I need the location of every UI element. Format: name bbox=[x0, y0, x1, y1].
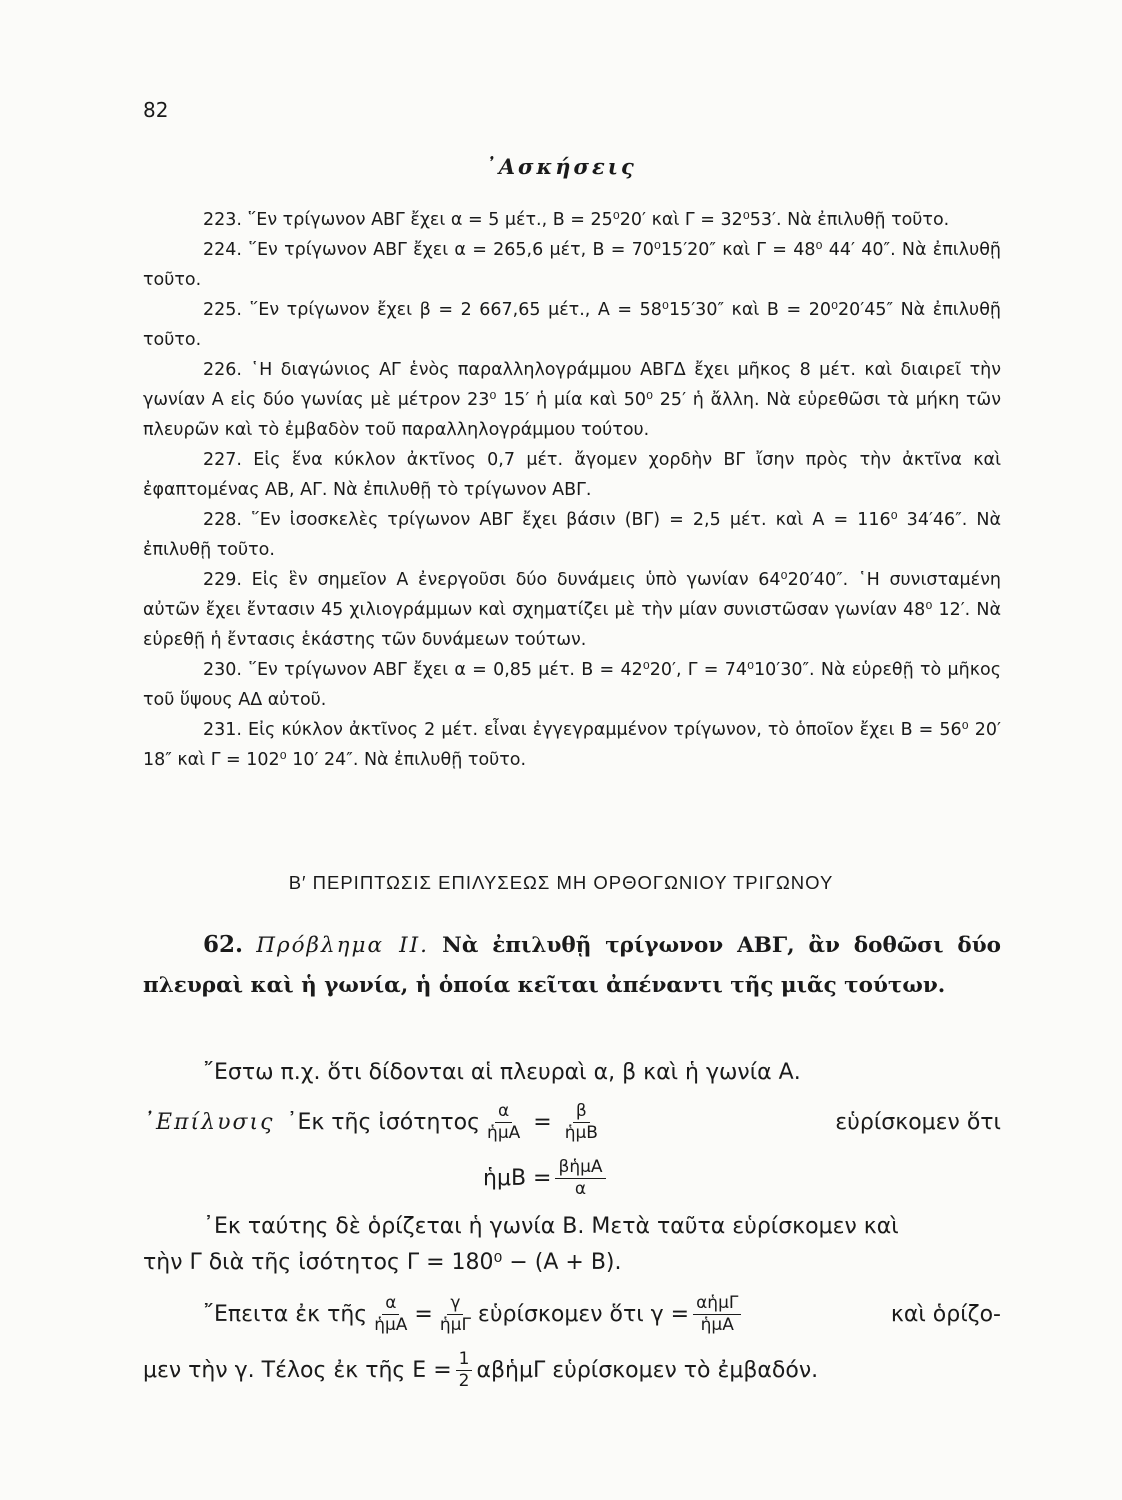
equals-sign: = bbox=[533, 1110, 552, 1135]
solution-text: ᾽Εκ τῆς ἰσότητος bbox=[286, 1110, 481, 1135]
fraction-a-over-sinA: $\frac{\alpha}{\text{ἡμΑ}}$ bbox=[487, 1101, 521, 1143]
fraction-bsinA-over-a: $\frac{\text{βἡμΑ}}{\alpha}$ bbox=[555, 1158, 605, 1199]
section-heading: ᾽Ασκήσεις bbox=[485, 154, 637, 179]
exercise-231: 231. Εἰς κύκλον ἀκτῖνος 2 μέτ. εἶναι ἐγγεγραμμένον τρίγωνον, τὸ ὁποῖον ἔχει Β = 56⁰ 20′ 18″ καὶ Γ = 102⁰ 10′ 24″. Νὰ ἐπιλυθῇ τοῦτο. bbox=[143, 720, 1001, 770]
body-line-b2: τὴν Γ διὰ τῆς ἰσότητος Γ = 180⁰ − (Α + Β). bbox=[143, 1250, 622, 1275]
equation-lhs: ἡμΒ = bbox=[483, 1166, 552, 1191]
problem-number: 62. bbox=[203, 931, 244, 958]
exercise-229: 229. Εἰς ἓν σημεῖον Α ἐνεργοῦσι δύο δυνάμεις ὑπὸ γωνίαν 64⁰20′40″. ῾Η συνισταμένη αὐτῶν ἔχει ἔντασιν 45 χιλιογράμμων καὶ σχηματίζει μὲ τὴν μίαν συνιστῶσαν γωνίαν 48⁰ 12′. Νὰ εὑρεθῇ ἡ ἔντασις ἑκάστης τῶν δυνάμεων τούτων. bbox=[143, 570, 1001, 650]
problem-statement: Νὰ ἐπιλυθῇ τρίγωνον ΑΒΓ, ἂν δοθῶσι δύο πλευραὶ καὶ ἡ γωνία, ἡ ὁποία κεῖται ἀπέναντι τῆς μιᾶς τούτων. bbox=[143, 933, 1001, 998]
solution-line bbox=[143, 1102, 1001, 1143]
body-line-d bbox=[143, 1350, 1001, 1391]
problem-label: Πρόβλημα ΙΙ. bbox=[256, 933, 429, 958]
we-find-text: εὑρίσκομεν ὅτι bbox=[835, 1110, 1001, 1135]
exercise-list bbox=[143, 205, 1001, 775]
exercise-228: 228. ῞Εν ἰσοσκελὲς τρίγωνον ΑΒΓ ἔχει βάσιν (ΒΓ) = 2,5 μέτ. καὶ Α = 116⁰ 34′46″. Νὰ ἐπιλυθῇ τοῦτο. bbox=[143, 510, 1001, 560]
find-c-text: εὑρίσκομεν ὅτι γ = bbox=[477, 1302, 690, 1327]
subsection-heading: Β′ ΠΕΡΙΠΤΩΣΙΣ ΕΠΙΛΥΣΕΩΣ ΜΗ ΟΡΘΟΓΩΝΙΟΥ ΤΡΙΓΩΝΟΥ bbox=[288, 872, 834, 893]
solution-label: ᾽Επίλυσις bbox=[143, 1110, 275, 1135]
problem-62 bbox=[143, 925, 1001, 1006]
exercise-230: 230. ῞Εν τρίγωνον ΑΒΓ ἔχει α = 0,85 μέτ. Β = 42⁰20′, Γ = 74⁰10′30″. Νὰ εὑρεθῇ τὸ μῆκος τοῦ ὕψους ΑΔ αὐτοῦ. bbox=[143, 660, 1001, 710]
fraction-one-half: $\frac{1}{2}$ bbox=[456, 1350, 473, 1391]
finally-text: μεν τὴν γ. Τέλος ἐκ τῆς Ε = bbox=[143, 1358, 452, 1383]
body-line-b1: ᾽Εκ ταύτης δὲ ὁρίζεται ἡ γωνία Β. Μετὰ ταῦτα εὑρίσκομεν καὶ bbox=[203, 1214, 899, 1239]
and-define-text: καὶ ὁρίζο- bbox=[890, 1302, 1001, 1327]
exercise-223: 223. ῞Εν τρίγωνον ΑΒΓ ἔχει α = 5 μέτ., Β = 25⁰20′ καὶ Γ = 32⁰53′. Νὰ ἐπιλυθῇ τοῦτο. bbox=[203, 210, 950, 230]
area-text: αβἡμΓ εὑρίσκομεν τὸ ἐμβαδόν. bbox=[476, 1358, 819, 1383]
fraction-a-over-sinA-2: $\frac{\alpha}{\text{ἡμΑ}}$ bbox=[374, 1293, 408, 1335]
fraction-b-over-sinB: $\frac{\beta}{\text{ἡμΒ}}$ bbox=[564, 1101, 598, 1143]
exercise-227: 227. Εἰς ἕνα κύκλον ἀκτῖνος 0,7 μέτ. ἄγομεν χορδὴν ΒΓ ἴσην πρὸς τὴν ἀκτῖνα καὶ ἐφαπτομένας ΑΒ, ΑΓ. Νὰ ἐπιλυθῇ τὸ τρίγωνον ΑΒΓ. bbox=[143, 450, 1001, 500]
fraction-asinC-over-sinA: $\frac{\text{αἡμΓ}}{\text{ἡμΑ}}$ bbox=[693, 1294, 741, 1335]
equation-sinB bbox=[483, 1158, 610, 1199]
then-text: ῎Επειτα ἐκ τῆς bbox=[203, 1302, 368, 1327]
exercise-224: 224. ῞Εν τρίγωνον ΑΒΓ ἔχει α = 265,6 μέτ, Β = 70⁰15′20″ καὶ Γ = 48⁰ 44′ 40″. Νὰ ἐπιλυθῇ τοῦτο. bbox=[143, 240, 1001, 290]
given-line: ῎Εστω π.χ. ὅτι δίδονται αἱ πλευραὶ α, β καὶ ἡ γωνία Α. bbox=[203, 1060, 801, 1085]
page-number: 82 bbox=[143, 98, 169, 122]
fraction-c-over-sinC: $\frac{\gamma}{\text{ἡμΓ}}$ bbox=[439, 1293, 471, 1335]
body-line-c: ῎Επειτα ἐκ τῆς $\frac{\alpha}{\text{ἡμΑ}}$ = $\frac{\gamma}{\text{ἡμΓ}}$ εὑρίσκομεν ὅτι γ = $\frac{\text{αἡμΓ}}{\text{ἡμΑ}}$ καὶ ὁρίζο- bbox=[203, 1293, 1001, 1335]
exercise-225: 225. ῞Εν τρίγωνον ἔχει β = 2 667,65 μέτ., Α = 58⁰15′30″ καὶ Β = 20⁰20′45″ Νὰ ἐπιλυθῇ τοῦτο. bbox=[143, 300, 1001, 350]
exercise-226: 226. ῾Η διαγώνιος ΑΓ ἑνὸς παραλληλογράμμου ΑΒΓΔ ἔχει μῆκος 8 μέτ. καὶ διαιρεῖ τὴν γωνίαν Α εἰς δύο γωνίας μὲ μέτρον 23⁰ 15′ ἡ μία καὶ 50⁰ 25′ ἡ ἄλλη. Νὰ εὑρεθῶσι τὰ μήκη τῶν πλευρῶν καὶ τὸ ἐμβαδὸν τοῦ παραλληλογράμμου τούτου. bbox=[143, 360, 1001, 440]
